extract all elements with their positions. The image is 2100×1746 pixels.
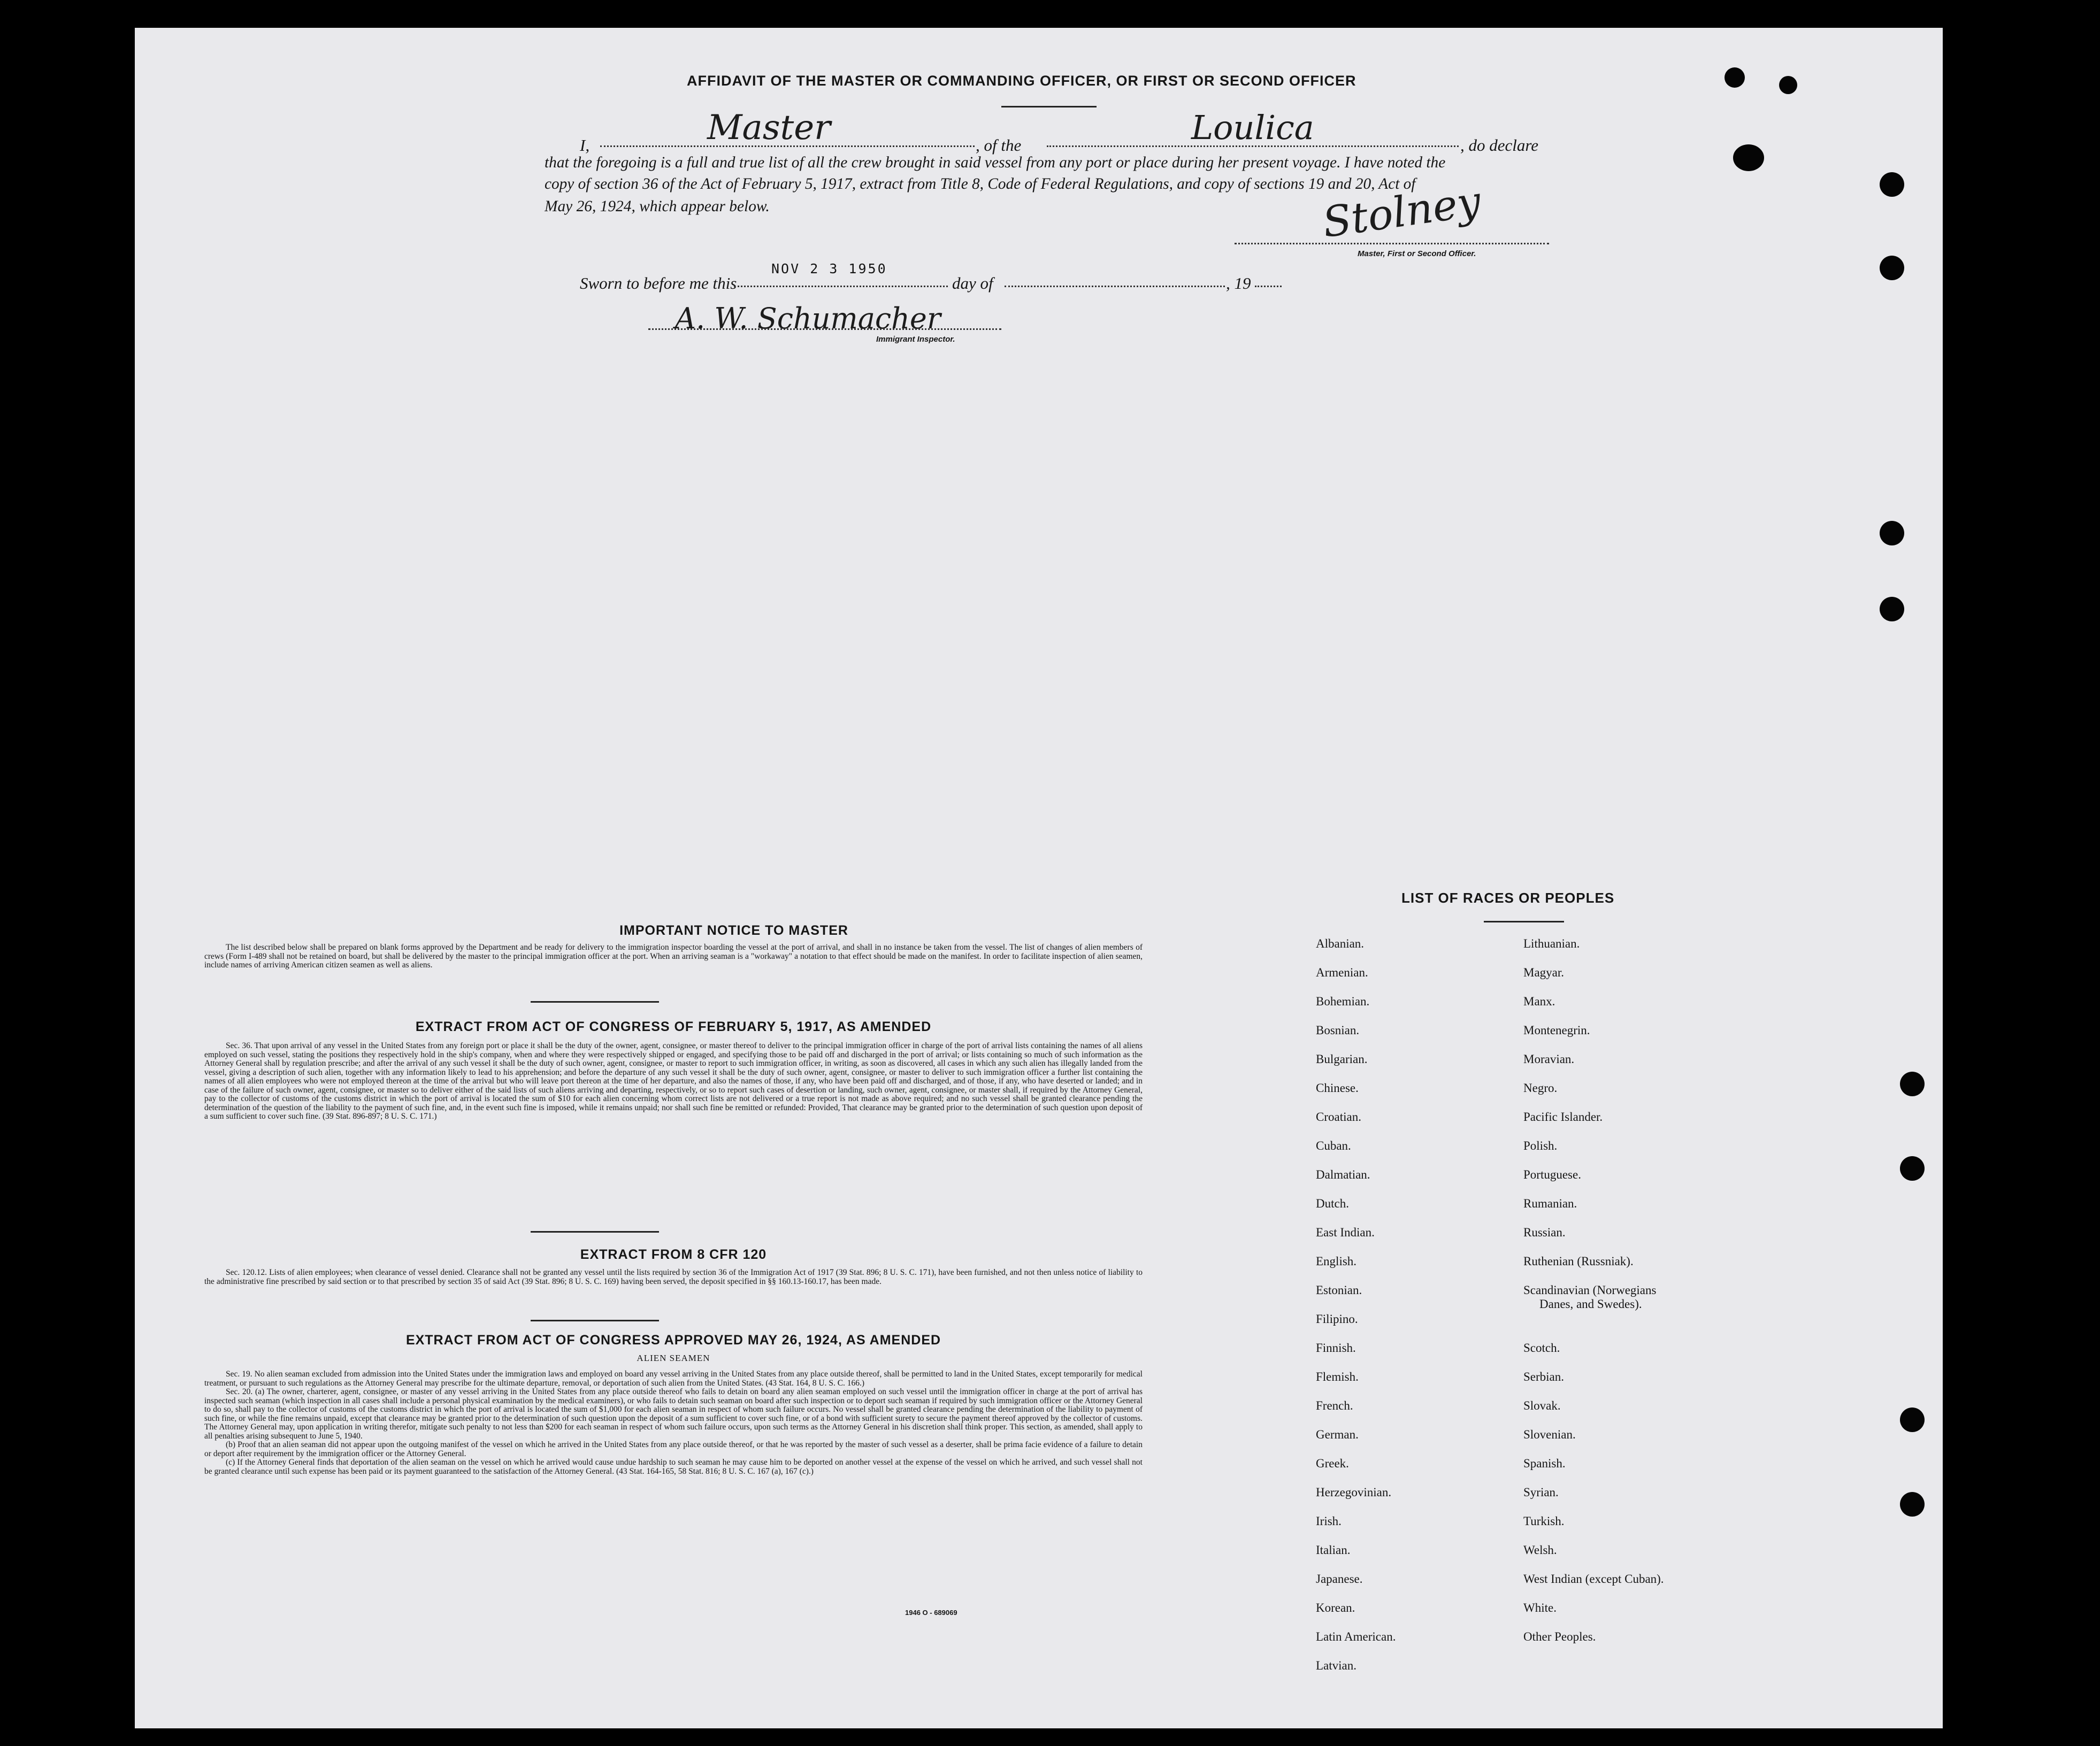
race-item: Latvian. bbox=[1316, 1659, 1356, 1672]
master-handwriting: Master bbox=[707, 108, 831, 148]
binder-hole bbox=[1725, 67, 1745, 88]
race-item: Latin American. bbox=[1316, 1630, 1396, 1643]
race-item: Other Peoples. bbox=[1523, 1630, 1596, 1643]
race-item: Danes, and Swedes). bbox=[1539, 1297, 1642, 1311]
inspector-signature: A. W. Schumacher bbox=[675, 302, 941, 335]
notice-text bbox=[204, 943, 1143, 970]
signature-line bbox=[1235, 243, 1549, 244]
race-item: Portuguese. bbox=[1523, 1168, 1581, 1181]
race-item: Moravian. bbox=[1523, 1052, 1575, 1066]
race-item: Cuban. bbox=[1316, 1139, 1351, 1152]
section-20a-paragraph: Sec. 20. (a) The owner, charterer, agent, consignee, or master of any vessel arriving in the United States from any place outside thereof who fails to detain on board any alien seaman employed on such vessel until the immigration officer in charge at the port of arrival has inspected such seaman (which inspection in all cases shall include a personal physical examination by the medical examiners), or who fails to detain such seaman on board after such inspection or to deport such seaman if required by such immigration officer or the Attorney General to do so, shall pay to the collector of customs of the customs district in which the port of arrival is located the sum of $1,000 for each alien seaman in respect of whom such failure occurs. No vessel shall be granted clearance pending the determination of the liability to payment of such fine, or while the fine remains unpaid, except that clearance may be granted prior to the determination of such question upon the deposit of a sum sufficient to cover such fine, or of a bond with sufficient surety to secure the payment thereof approved by the collector of customs. The Attorney General may, upon application in writing therefor, mitigate such penalty to not less than $200 for each seaman in respect of whom such failure occurs, upon such terms as the Attorney General in his discretion shall think proper. This section, as amended, shall apply to all penalties arising subsequent to June 5, 1940. bbox=[204, 1387, 1143, 1441]
sworn-day-blank bbox=[734, 286, 948, 287]
race-item: Slovenian. bbox=[1523, 1428, 1576, 1441]
section-19-paragraph: Sec. 19. No alien seaman excluded from admission into the United States under the immigration laws and employed on board any vessel arriving in the United States from any place outside thereof, shall be permitted to land in the United States, except temporarily for medical treatment, or pursuant to such regulations as the Attorney General may prescribe for the ultimate departure, removal, or deportation of such alien from the United States. (43 Stat. 164, 8 U. S. C. 166.) bbox=[204, 1370, 1143, 1388]
race-item: Armenian. bbox=[1316, 966, 1368, 979]
race-item: Herzegovinian. bbox=[1316, 1486, 1392, 1499]
race-item: West Indian (except Cuban). bbox=[1523, 1572, 1664, 1586]
binder-hole bbox=[1880, 256, 1904, 280]
print-code: 1946 O - 689069 bbox=[905, 1609, 957, 1617]
race-item: Flemish. bbox=[1316, 1370, 1359, 1383]
inspector-caption: Immigrant Inspector. bbox=[876, 335, 955, 344]
races-title-divider bbox=[1484, 921, 1564, 922]
binder-hole bbox=[1779, 76, 1797, 94]
signature-caption: Master, First or Second Officer. bbox=[1358, 249, 1476, 258]
binder-hole bbox=[1733, 144, 1764, 171]
race-item: Dalmatian. bbox=[1316, 1168, 1370, 1181]
do-declare-label: , do declare bbox=[1460, 136, 1539, 155]
race-item: Scandinavian (Norwegians bbox=[1523, 1283, 1657, 1297]
race-item: Filipino. bbox=[1316, 1312, 1358, 1326]
race-item: Albanian. bbox=[1316, 937, 1365, 950]
binder-hole bbox=[1900, 1407, 1925, 1432]
extract-1917-text bbox=[204, 1042, 1143, 1121]
race-item: English. bbox=[1316, 1255, 1357, 1268]
of-the-label: , of the bbox=[976, 136, 1022, 155]
sworn-label: Sworn to before me this bbox=[580, 274, 737, 293]
extract-cfr-title: EXTRACT FROM 8 CFR 120 bbox=[580, 1247, 767, 1262]
extract-cfr-text bbox=[204, 1268, 1143, 1286]
document-page bbox=[135, 28, 1943, 1728]
affidavit-title: AFFIDAVIT OF THE MASTER OR COMMANDING OFFICER, OR FIRST OR SECOND OFFICER bbox=[687, 73, 1356, 89]
race-item: Polish. bbox=[1523, 1139, 1558, 1152]
race-item: Montenegrin. bbox=[1523, 1024, 1590, 1037]
binder-hole bbox=[1900, 1156, 1925, 1181]
race-item: French. bbox=[1316, 1399, 1353, 1412]
date-stamp: NOV 2 3 1950 bbox=[771, 261, 887, 276]
declaration-i-label: I, bbox=[580, 136, 590, 155]
race-item: Turkish. bbox=[1523, 1514, 1565, 1528]
month-blank bbox=[1005, 286, 1225, 287]
binder-hole bbox=[1900, 1492, 1925, 1517]
race-item: Scotch. bbox=[1523, 1341, 1560, 1355]
race-item: German. bbox=[1316, 1428, 1359, 1441]
alien-seamen-subtitle: ALIEN SEAMEN bbox=[637, 1353, 710, 1363]
year-prefix-label: , 19 bbox=[1226, 274, 1251, 293]
binder-hole bbox=[1880, 521, 1904, 545]
race-item: Italian. bbox=[1316, 1543, 1351, 1557]
race-item: Syrian. bbox=[1523, 1486, 1559, 1499]
race-item: Russian. bbox=[1523, 1226, 1566, 1239]
race-item: Ruthenian (Russniak). bbox=[1523, 1255, 1634, 1268]
race-item: Pacific Islander. bbox=[1523, 1110, 1603, 1124]
race-item: Japanese. bbox=[1316, 1572, 1363, 1586]
extract-1917-title: EXTRACT FROM ACT OF CONGRESS OF FEBRUARY 5, 1917, AS AMENDED bbox=[415, 1019, 932, 1034]
race-item: Irish. bbox=[1316, 1514, 1342, 1528]
vessel-name-handwriting: Loulica bbox=[1191, 108, 1314, 147]
race-item: Bulgarian. bbox=[1316, 1052, 1368, 1066]
title-divider bbox=[1001, 106, 1097, 107]
binder-hole bbox=[1880, 172, 1904, 197]
race-item: Dutch. bbox=[1316, 1197, 1349, 1210]
race-item: East Indian. bbox=[1316, 1226, 1375, 1239]
race-item: Lithuanian. bbox=[1523, 937, 1580, 950]
race-item: Bosnian. bbox=[1316, 1024, 1360, 1037]
declaration-line-2: that the foregoing is a full and true list of all the crew brought in said vessel from any port or place during her present voyage. I have noted the bbox=[545, 154, 1446, 171]
inspector-signature-line bbox=[648, 328, 1001, 330]
section-36-paragraph: Sec. 36. That upon arrival of any vessel in the United States from any foreign port or place it shall be the duty of the owner, agent, consignee, or master thereof to deliver to the principal immigration officer in charge of the port of arrival lists containing the names of all aliens employed on such vessel, stating the positions they respectively hold in the ship's company, when and where they were respectively shipped or engaged, and specifying those to be paid off and discharged in the port of arrival; or lists containing so much of such information as the Attorney General shall by regulation prescribe; and after the arrival of any such vessel it shall be the duty of such owner, agent, consignee, or master to report to such immigration officer, in writing, as soon as discovered, all cases in which any such alien has illegally landed from the vessel, giving a description of such alien, together with any information likely to lead to his apprehension; and before the departure of any such vessel it shall be the duty of such owner, agent, consignee, or master to deliver to such immigration officer a further list containing the names of all alien employees who were not employed thereon at the time of the arrival but who will leave port thereon at the time of her departure, and also the names of those, if any, who have been paid off and discharged, and of those, if any, who have deserted or landed; and in case of the failure of such owner, agent, consignee, or master so to deliver either of the said lists of such aliens arriving and departing, respectively, or so to report such cases of desertion or landing, such owner, agent, consignee, or master shall, if required by the Attorney General, pay to the collector of customs of the customs district in which the port of arrival is located the sum of $10 for each alien concerning whom correct lists are not delivered or a true report is not made as above required; and no such vessel shall be granted clearance pending the determination of the question of the liability to the payment of such fine, and, in the event such fine is imposed, while it remains unpaid; nor shall such fine be remitted or refunded: Provided, That clearance may be granted prior to the determination of such question upon deposit of a sum sufficient to cover such fine. (39 Stat. 896-897; 8 U. S. C. 171.) bbox=[204, 1041, 1143, 1121]
section-120-12-paragraph: Sec. 120.12. Lists of alien employees; when clearance of vessel denied. Clearance shall not be granted any vessel until the lists required by section 36 of the Immigration Act of 1917 (39 Stat. 896; 8 U. S. C. 171), have been furnished, and not then unless notice of liability to the administrative fine prescribed by said section or to that prescribed by section 35 of said Act (39 Stat. 896; 8 U. S. C. 169) having been served, the deposit specified in §§ 160.13-160.17, has been made. bbox=[204, 1268, 1143, 1286]
race-item: Manx. bbox=[1523, 995, 1555, 1008]
year-blank bbox=[1255, 286, 1282, 287]
race-item: Welsh. bbox=[1523, 1543, 1557, 1557]
declaration-line-4: May 26, 1924, which appear below. bbox=[545, 198, 770, 215]
extract-1924-title: EXTRACT FROM ACT OF CONGRESS APPROVED MAY 26, 1924, AS AMENDED bbox=[405, 1333, 941, 1348]
race-item: Bohemian. bbox=[1316, 995, 1370, 1008]
notice-paragraph: The list described below shall be prepared on blank forms approved by the Department and be ready for delivery to the immigration inspector boarding the vessel at the port of arrival, and shall in no instance be taken from the vessel. The list of changes of alien members of crews (Form I-489 shall not be retained on board, but shall be delivered by the master to the principal immigration officer at the port. When an arriving seaman is a "workaway" a notation to that effect should be made on the manifest. In order to facilitate inspection of alien seamen, include names of arriving American citizen seamen as well as aliens. bbox=[204, 943, 1143, 970]
extract-cfr-divider bbox=[531, 1320, 659, 1321]
race-item: Korean. bbox=[1316, 1601, 1355, 1614]
notice-divider bbox=[531, 1001, 659, 1003]
binder-hole bbox=[1880, 597, 1904, 621]
races-title: LIST OF RACES OR PEOPLES bbox=[1401, 890, 1615, 906]
extract-1917-divider bbox=[531, 1231, 659, 1233]
race-item: Slovak. bbox=[1523, 1399, 1561, 1412]
race-item: Spanish. bbox=[1523, 1457, 1566, 1470]
race-item: Chinese. bbox=[1316, 1081, 1359, 1095]
race-item: Finnish. bbox=[1316, 1341, 1356, 1355]
binder-hole bbox=[1900, 1072, 1925, 1096]
race-item: White. bbox=[1523, 1601, 1557, 1614]
race-item: Negro. bbox=[1523, 1081, 1558, 1095]
notice-title: IMPORTANT NOTICE TO MASTER bbox=[619, 923, 848, 938]
declaration-line-3: copy of section 36 of the Act of February 5, 1917, extract from Title 8, Code of Federal Regulations, and copy of sections 19 and 20, Act of bbox=[545, 175, 1416, 193]
section-20b-paragraph: (b) Proof that an alien seaman did not appear upon the outgoing manifest of the vessel on which he arrived in the United States from any place outside thereof, or that he was reported by the master of such vessel as a deserter, shall be prima facie evidence of a failure to detain or deport after requirement by the immigration officer or the Attorney General. bbox=[204, 1440, 1143, 1458]
race-item: Estonian. bbox=[1316, 1283, 1362, 1297]
race-item: Serbian. bbox=[1523, 1370, 1565, 1383]
race-item: Greek. bbox=[1316, 1457, 1349, 1470]
master-signature: Stolney bbox=[1320, 177, 1484, 248]
day-of-label: day of bbox=[952, 274, 993, 293]
race-item: Croatian. bbox=[1316, 1110, 1361, 1124]
race-item: Rumanian. bbox=[1523, 1197, 1577, 1210]
section-20c-paragraph: (c) If the Attorney General finds that deportation of the alien seaman on the vessel on which he arrived would cause undue hardship to such seaman he may cause him to be deported on another vessel at the expense of the vessel on which he arrived, and such vessel shall not be granted clearance until such expense has been paid or its payment guaranteed to the satisfaction of the Attorney General. (43 Stat. 164-165, 58 Stat. 816; 8 U. S. C. 167 (a), 167 (c).) bbox=[204, 1458, 1143, 1476]
race-item: Magyar. bbox=[1523, 966, 1565, 979]
extract-1924-text bbox=[204, 1370, 1143, 1476]
